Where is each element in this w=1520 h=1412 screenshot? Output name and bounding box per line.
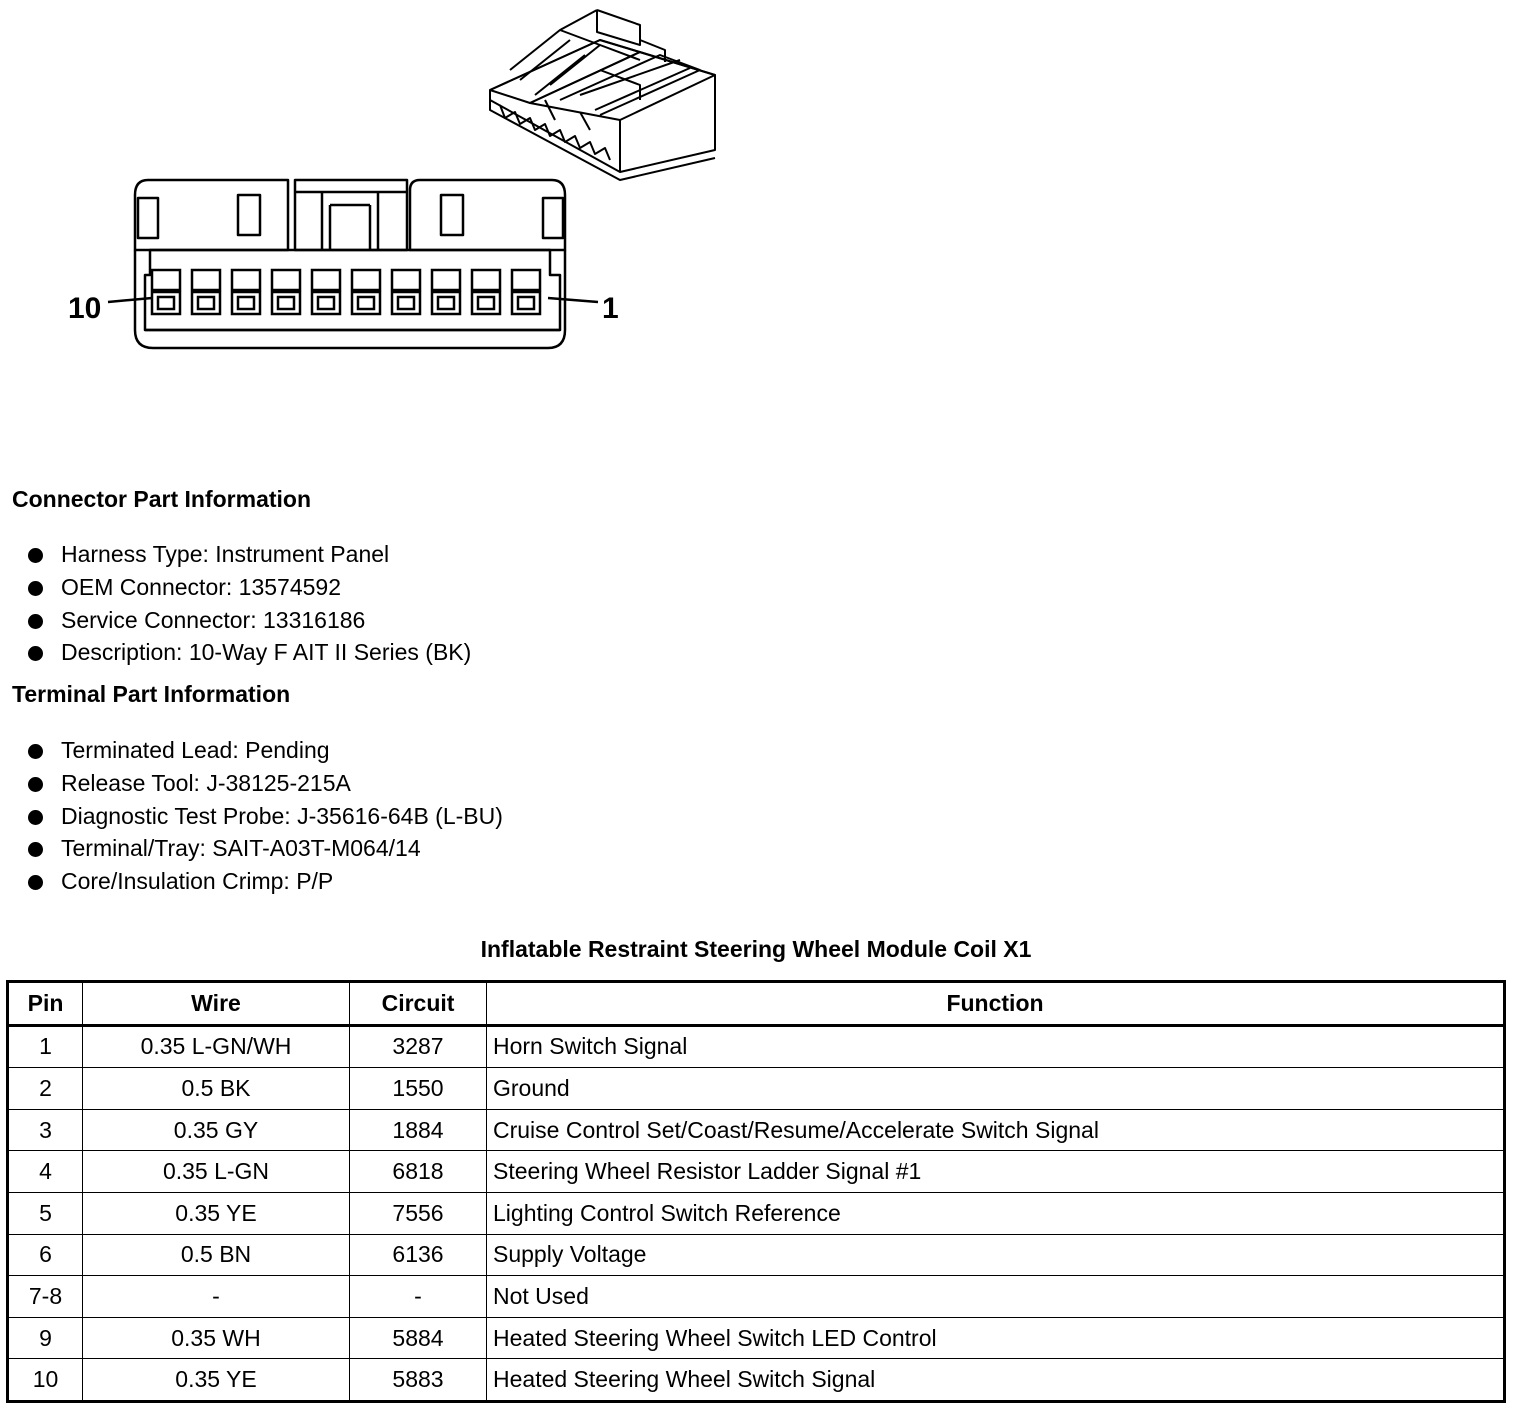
cell-function: Horn Switch Signal <box>487 1025 1505 1068</box>
table-row <box>8 1359 1505 1402</box>
bullet-icon <box>28 744 43 759</box>
cell-circuit: 7556 <box>350 1192 487 1234</box>
cell-wire: 0.5 BK <box>83 1068 350 1110</box>
bullet-icon <box>28 842 43 857</box>
cell-pin: 6 <box>8 1234 83 1276</box>
bullet-icon <box>28 777 43 792</box>
column-header-circuit: Circuit <box>350 982 487 1026</box>
cell-pin: 4 <box>8 1151 83 1193</box>
cell-circuit: - <box>350 1276 487 1318</box>
cell-circuit: 1550 <box>350 1068 487 1110</box>
table-row <box>8 1276 1505 1318</box>
list-item: Description: 10-Way F AIT II Series (BK) <box>28 636 471 669</box>
list-item: Harness Type: Instrument Panel <box>28 538 471 571</box>
bullet-icon <box>28 548 43 563</box>
table-row <box>8 1151 1505 1193</box>
cell-pin: 10 <box>8 1359 83 1402</box>
pin-cavity-2 <box>472 270 500 314</box>
pin-table <box>6 980 1506 1403</box>
column-header-wire: Wire <box>83 982 350 1026</box>
list-item: OEM Connector: 13574592 <box>28 571 471 604</box>
bullet-icon <box>28 646 43 661</box>
terminal-info-heading: Terminal Part Information <box>12 681 291 707</box>
cell-function: Ground <box>487 1068 1505 1110</box>
list-item: Service Connector: 13316186 <box>28 604 471 637</box>
pin-table-title: Inflatable Restraint Steering Wheel Module Coil X1 <box>480 936 1032 962</box>
cell-pin: 5 <box>8 1192 83 1234</box>
cell-wire: 0.35 YE <box>83 1192 350 1234</box>
cell-pin: 9 <box>8 1317 83 1359</box>
connector-diagram <box>0 0 1520 420</box>
list-item: Core/Insulation Crimp: P/P <box>28 865 503 898</box>
table-row <box>8 1192 1505 1234</box>
list-item: Release Tool: J-38125-215A <box>28 767 503 800</box>
list-item: Diagnostic Test Probe: J-35616-64B (L-BU) <box>28 800 503 833</box>
pin-cavity-7 <box>272 270 300 314</box>
table-header-row <box>8 982 1505 1026</box>
cell-pin: 3 <box>8 1109 83 1151</box>
connector-info-list <box>28 538 471 669</box>
column-header-function: Function <box>487 982 1505 1026</box>
cell-circuit: 1884 <box>350 1109 487 1151</box>
pin-cavity-8 <box>232 270 260 314</box>
cell-circuit: 5883 <box>350 1359 487 1402</box>
pin-cavity-5 <box>352 270 380 314</box>
cell-circuit: 5884 <box>350 1317 487 1359</box>
pin-label-1: 1 <box>602 292 619 325</box>
pin-cavity-6 <box>312 270 340 314</box>
cell-wire: 0.35 YE <box>83 1359 350 1402</box>
table-row <box>8 1068 1505 1110</box>
list-item: Terminated Lead: Pending <box>28 734 503 767</box>
table-row <box>8 1109 1505 1151</box>
connector-front-view <box>135 180 565 348</box>
table-row <box>8 1234 1505 1276</box>
pin-cavity-3 <box>432 270 460 314</box>
cell-function: Supply Voltage <box>487 1234 1505 1276</box>
cell-wire: - <box>83 1276 350 1318</box>
terminal-info-list <box>28 734 503 898</box>
cell-function: Steering Wheel Resistor Ladder Signal #1 <box>487 1151 1505 1193</box>
list-item: Terminal/Tray: SAIT-A03T-M064/14 <box>28 832 503 865</box>
cell-function: Heated Steering Wheel Switch LED Control <box>487 1317 1505 1359</box>
column-header-pin: Pin <box>8 982 83 1026</box>
cell-wire: 0.35 WH <box>83 1317 350 1359</box>
cell-function: Heated Steering Wheel Switch Signal <box>487 1359 1505 1402</box>
connector-info-heading: Connector Part Information <box>12 486 312 512</box>
pin-cavity-9 <box>192 270 220 314</box>
pin-cavity-4 <box>392 270 420 314</box>
pin-label-10: 10 <box>68 292 102 325</box>
pin-cavity-10 <box>152 270 180 314</box>
table-row <box>8 1317 1505 1359</box>
cell-pin: 7-8 <box>8 1276 83 1318</box>
cell-wire: 0.5 BN <box>83 1234 350 1276</box>
cell-wire: 0.35 L-GN/WH <box>83 1025 350 1068</box>
table-row <box>8 1025 1505 1068</box>
bullet-icon <box>28 810 43 825</box>
cell-wire: 0.35 L-GN <box>83 1151 350 1193</box>
bullet-icon <box>28 614 43 629</box>
cell-pin: 2 <box>8 1068 83 1110</box>
bullet-icon <box>28 581 43 596</box>
cell-circuit: 6818 <box>350 1151 487 1193</box>
pin-cavities <box>152 270 540 314</box>
cell-function: Not Used <box>487 1276 1505 1318</box>
cell-function: Cruise Control Set/Coast/Resume/Accelerate Switch Signal <box>487 1109 1505 1151</box>
connector-isometric-illustration <box>490 10 715 180</box>
cell-function: Lighting Control Switch Reference <box>487 1192 1505 1234</box>
cell-circuit: 6136 <box>350 1234 487 1276</box>
pin-cavity-1 <box>512 270 540 314</box>
cell-wire: 0.35 GY <box>83 1109 350 1151</box>
cell-pin: 1 <box>8 1025 83 1068</box>
cell-circuit: 3287 <box>350 1025 487 1068</box>
bullet-icon <box>28 875 43 890</box>
